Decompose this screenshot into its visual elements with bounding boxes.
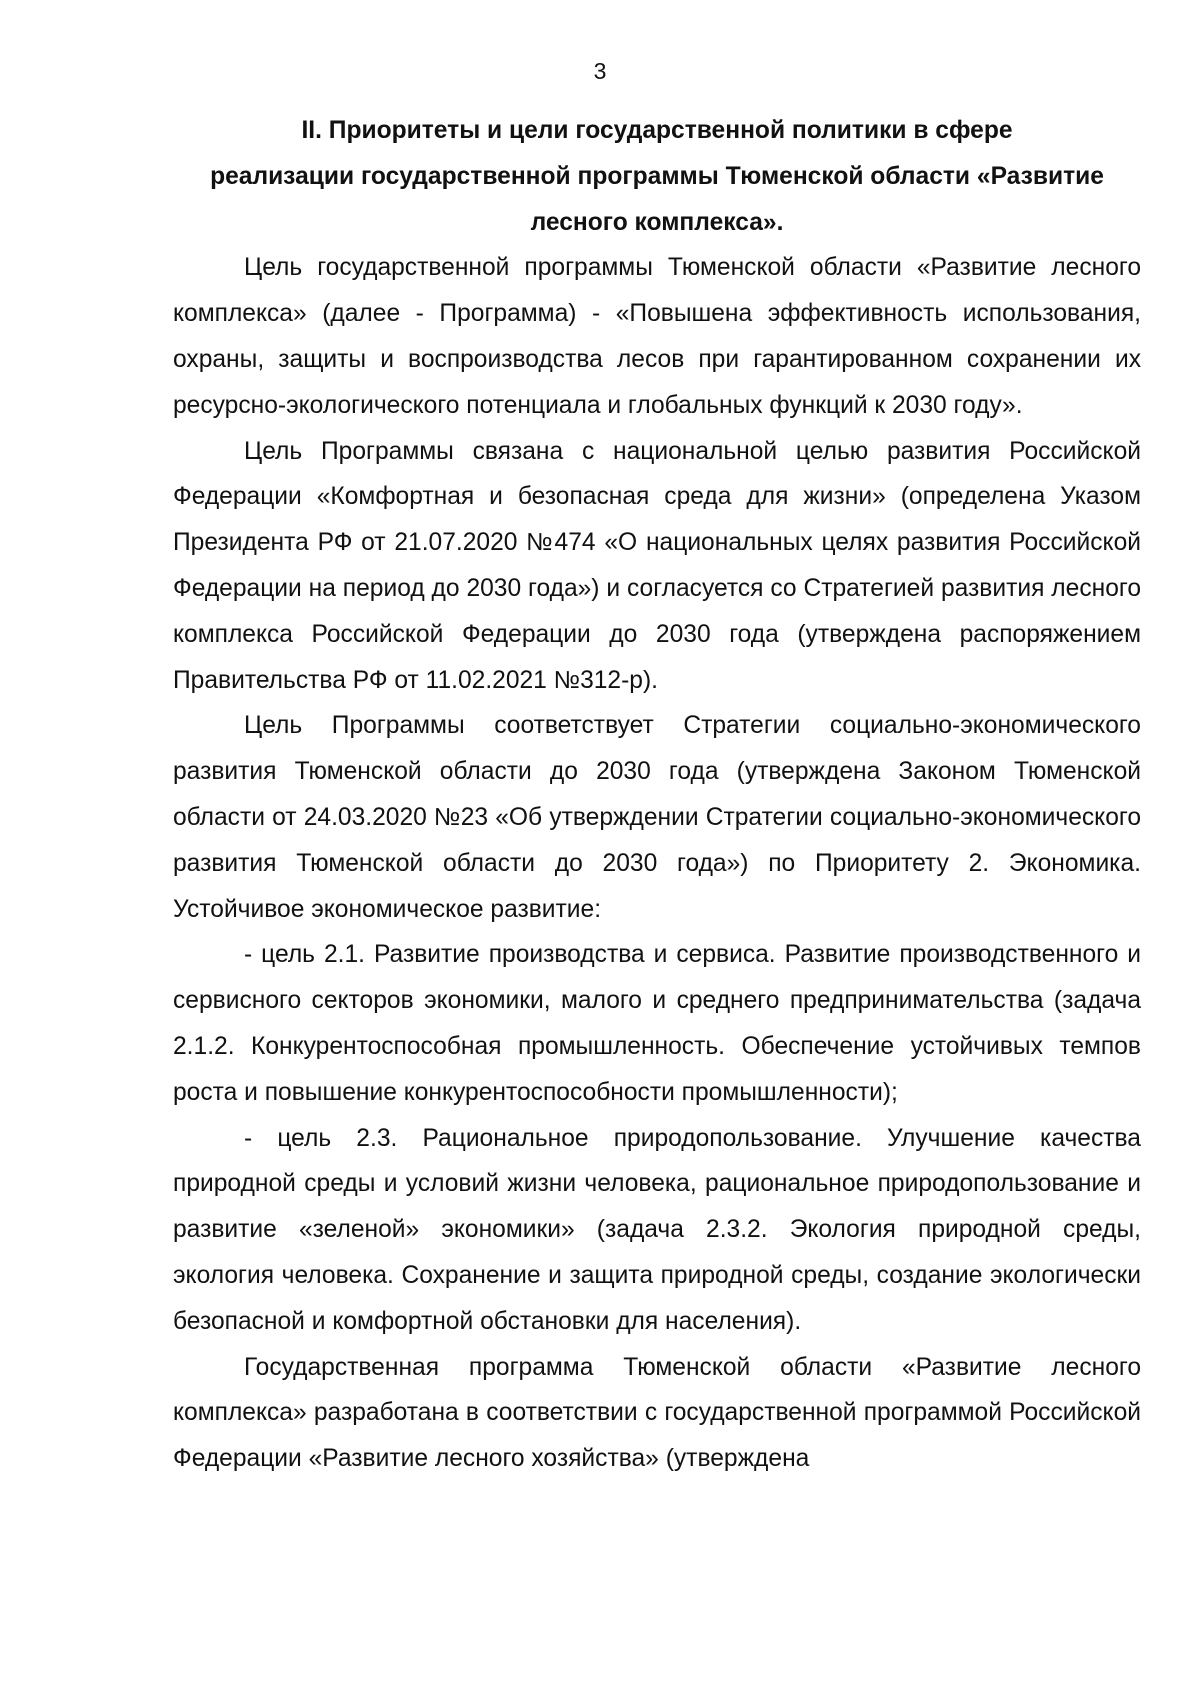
section-heading [173,108,1141,245]
list-item-goal-2-3: - цель 2.3. Рациональное природопользование. Улучшение качества природной среды и условий жизни человека, рациональное природопользование и развитие «зеленой» экономики» (задача 2.3.2. Экология природной среды, экология человека. Сохранение и защита природной среды, создание экологически безопасной и комфортной обстановки для населения). [173,1124,1141,1335]
paragraph-program-goal: Цель государственной программы Тюменской области «Развитие лесного комплекса» (далее - Программа) - «Повышена эффективность использования, охраны, защиты и воспроизводства лесов при гарантированном сохранении их ресурсно-экологического потенциала и глобальных функций к 2030 году». [173,254,1141,419]
paragraph-national-goal: Цель Программы связана с национальной целью развития Российской Федерации «Комфортная и безопасная среда для жизни» (определена Указом Президента РФ от 21.07.2020 №474 «О национальных целях развития Российской Федерации на период до 2030 года») и согласуется со Стратегией развития лесного комплекса Российской Федерации до 2030 года (утверждена распоряжением Правительства РФ от 11.02.2021 №312-р). [173,437,1141,694]
paragraph-regional-strategy: Цель Программы соответствует Стратегии социально-экономического развития Тюменской области до 2030 года (утверждена Законом Тюменской области от 24.03.2020 №23 «Об утверждении Стратегии социально-экономического развития Тюменской области до 2030 года») по Приоритету 2. Экономика. Устойчивое экономическое развитие: [173,712,1141,923]
section-heading-line-3: лесного комплекса». [530,208,784,236]
list-item-goal-2-1: - цель 2.1. Развитие производства и сервиса. Развитие производственного и сервисного секторов экономики, малого и среднего предпринимательства (задача 2.1.2. Конкурентоспособная промышленность. Обеспечение устойчивых темпов роста и повышение конкурентоспособности промышленности); [173,941,1141,1106]
section-heading-line-2: реализации государственной программы Тюменской области «Развитие [210,162,1104,190]
document-body [173,108,1141,1482]
page-number: 3 [593,58,607,84]
paragraph-federal-program: Государственная программа Тюменской области «Развитие лесного комплекса» разработана в соответствии с государственной программой Российской Федерации «Развитие лесного хозяйства» (утверждена [173,1353,1141,1473]
section-heading-line-1: II. Приоритеты и цели государственной политики в сфере [301,117,1013,144]
